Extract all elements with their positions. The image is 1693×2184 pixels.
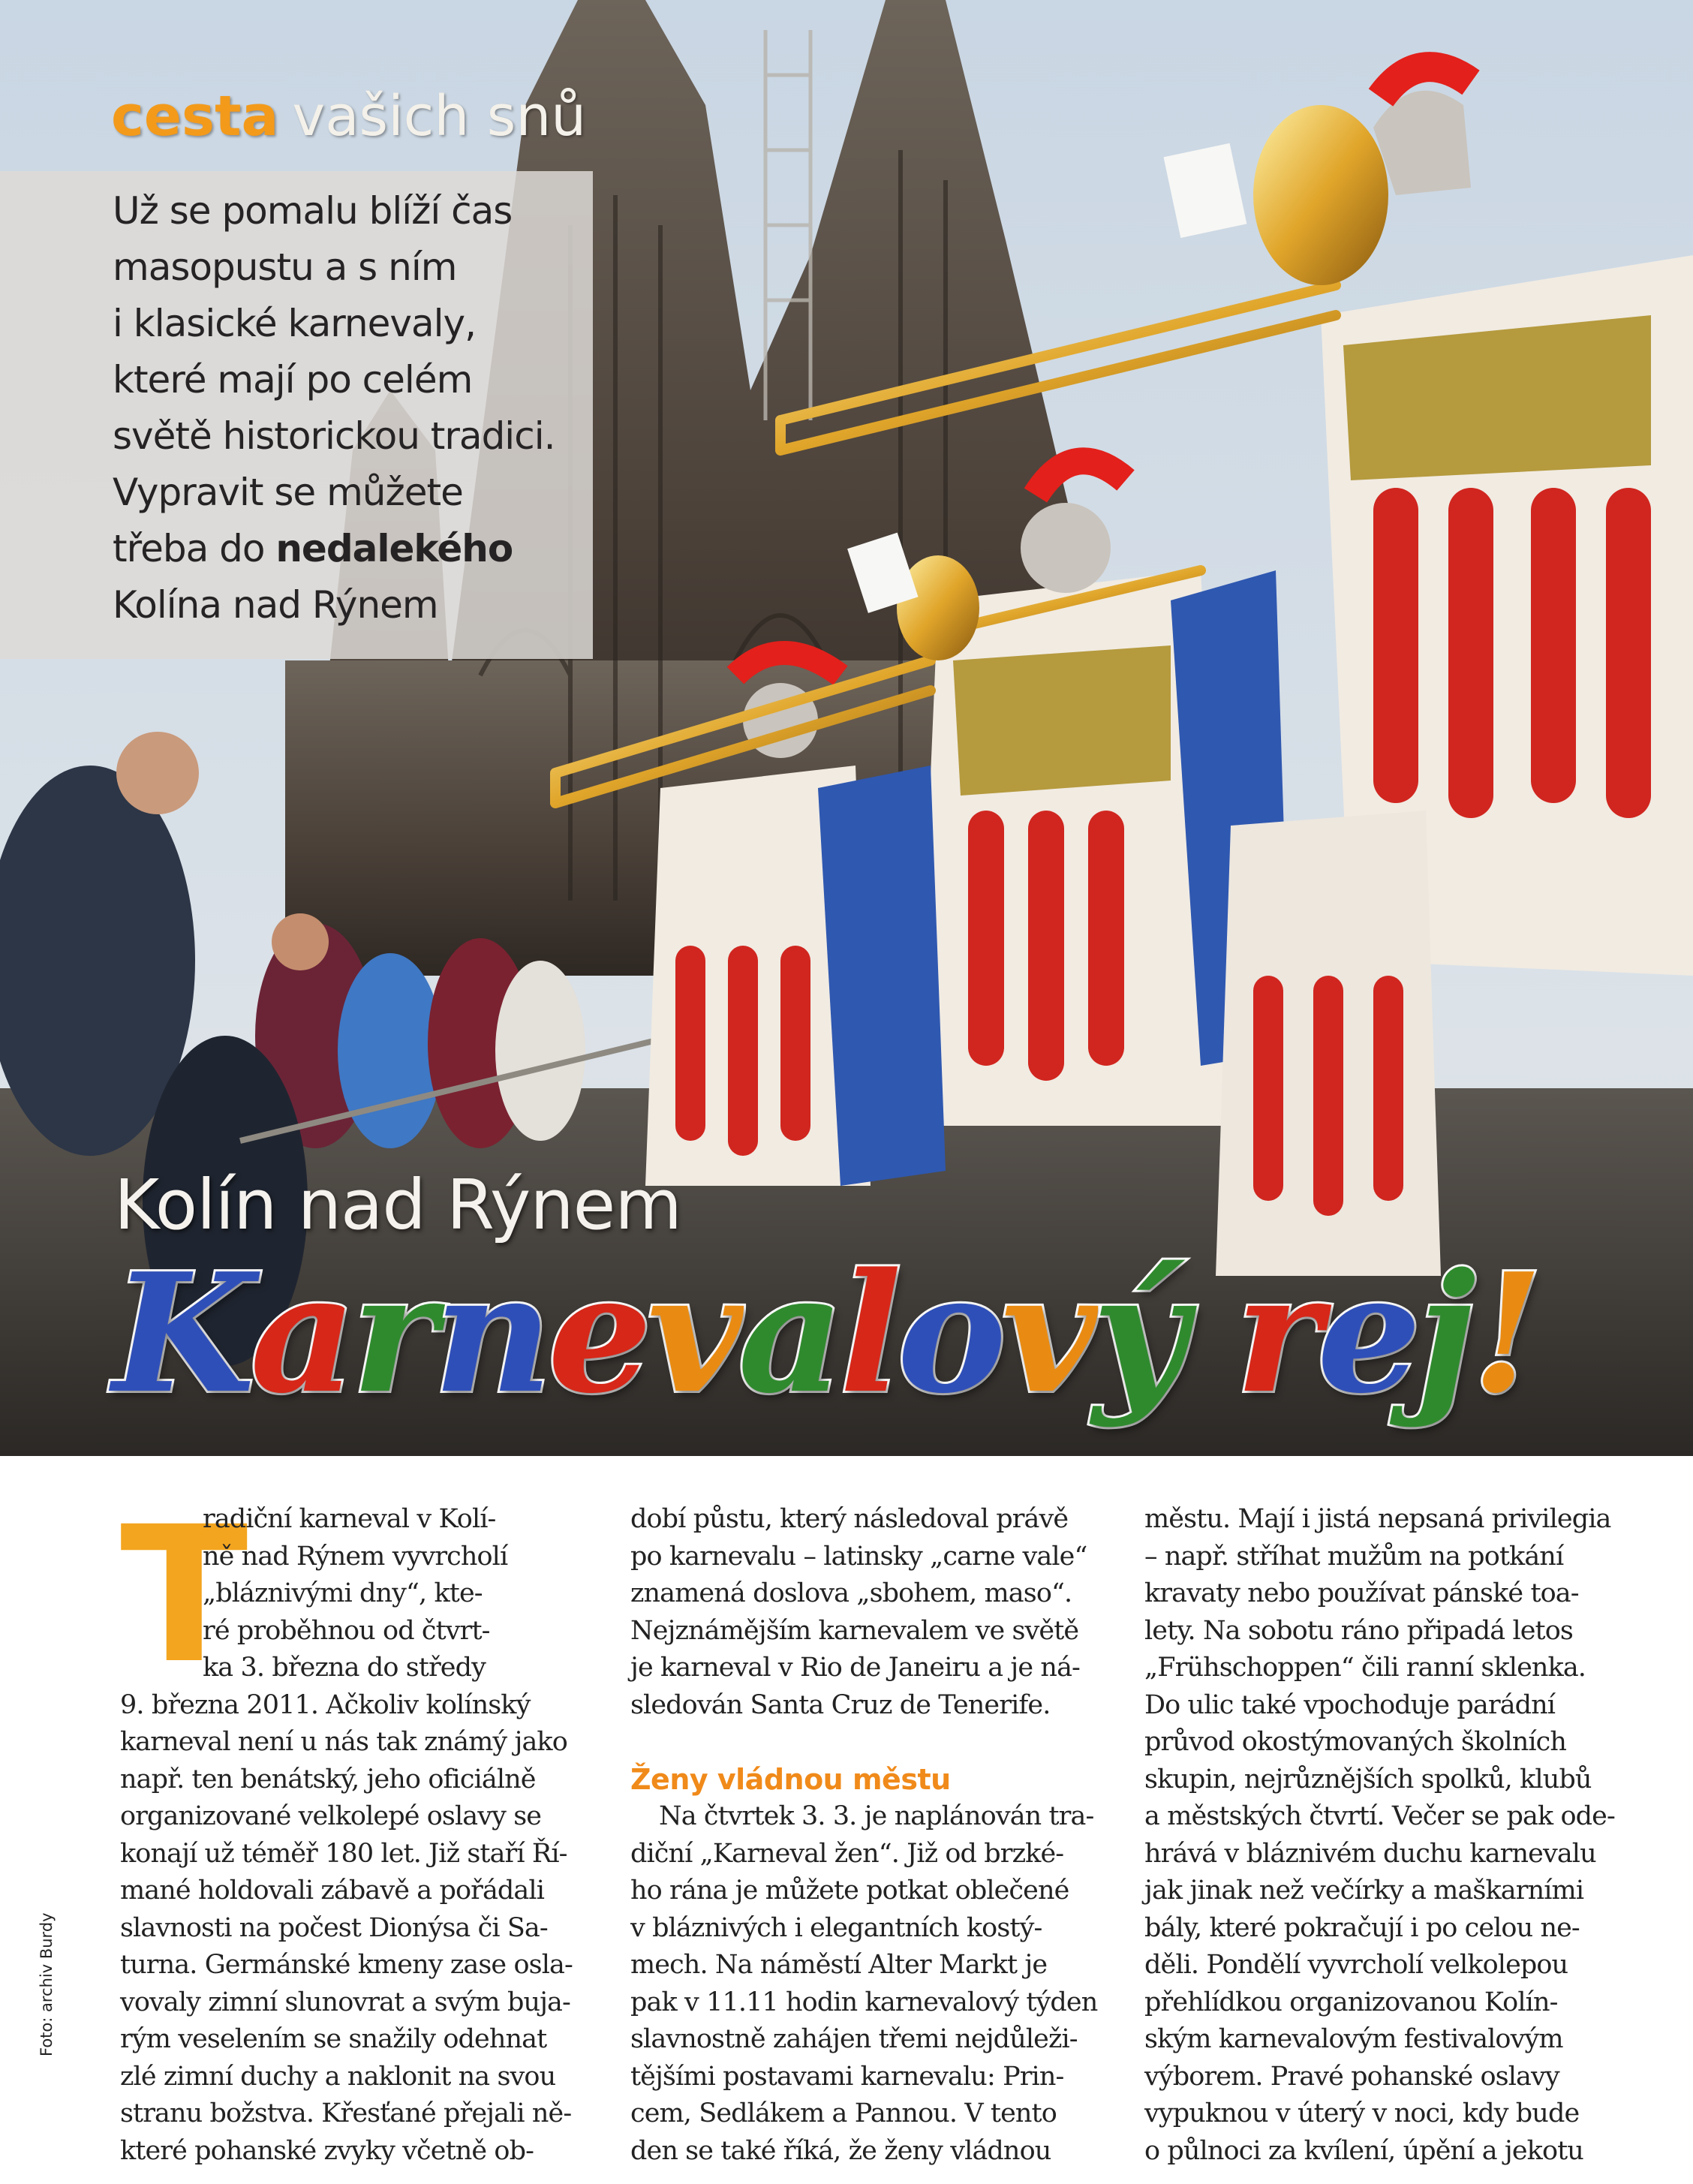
body-line: ka 3. března do středy [203, 1653, 486, 1683]
body-line: přehlídkou organizovanou Kolín- [1144, 1987, 1558, 2017]
body-line: je karneval v Rio de Janeiru a je ná- [630, 1653, 1080, 1683]
lede-bold: nedalekého [275, 527, 513, 570]
body-line: rým veselením se snažily odehnat [120, 2024, 547, 2054]
headline-letter: K [113, 1238, 251, 1430]
lede-line: které mají po celém [113, 358, 473, 402]
kicker-highlight: cesta [111, 84, 279, 149]
lede-text [113, 183, 593, 633]
section-subheading: Ženy vládnou městu [630, 1762, 951, 1796]
body-line: výborem. Pravé pohanské oslavy [1144, 2061, 1559, 2092]
body-line: a městských čtvrtí. Večer se pak ode- [1144, 1801, 1615, 1831]
body-line: např. ten benátský, jeho oficiálně [120, 1764, 536, 1794]
body-line: bály, které pokračují i po celou ne- [1144, 1912, 1580, 1943]
article-subtitle: Kolín nad Rýnem [114, 1165, 681, 1245]
body-line: Na čtvrtek 3. 3. je naplánován tra- [659, 1801, 1094, 1831]
drop-cap: T [120, 1486, 248, 1704]
body-line: ně nad Rýnem vyvrcholí [203, 1541, 508, 1572]
headline-letter: j [1416, 1238, 1472, 1430]
photo-credit: Foto: archiv Burdy [38, 1912, 56, 2056]
body-line: městu. Mají i jistá nepsaná privilegia [1144, 1504, 1611, 1534]
body-line: Nejznámějším karnevalem ve světě [630, 1615, 1079, 1646]
body-line: děli. Pondělí vyvrcholí velkolepou [1144, 1950, 1568, 1980]
headline-letter: ý [1092, 1238, 1183, 1430]
body-line: „bláznivými dny“, kte- [203, 1578, 483, 1608]
headline-letter: a [250, 1238, 352, 1430]
headline-letter: v [1001, 1238, 1093, 1430]
body-line: vypuknou v úterý v noci, kdy bude [1144, 2098, 1580, 2128]
body-line: tějšími postavami karnevalu: Prin- [630, 2061, 1064, 2092]
body-line: slavnosti na počest Dionýsa či Sa- [120, 1912, 548, 1943]
article-column-1 [120, 1486, 605, 2170]
body-line: zlé zimní duchy a naklonit na svou [120, 2061, 556, 2092]
kicker-rest: vašich snů [292, 84, 587, 149]
lede-line: Vypravit se můžete [113, 471, 463, 514]
headline-letter: v [647, 1238, 738, 1430]
body-line: ským karnevalovým festivalovým [1144, 2024, 1563, 2054]
body-line: „Frühschoppen“ čili ranní sklenka. [1144, 1653, 1586, 1683]
body-line: o půlnoci za kvílení, úpění a jekotu [1144, 2135, 1583, 2166]
body-line: znamená doslova „sbohem, maso“. [630, 1578, 1072, 1608]
lede-line: i klasické karnevaly, [113, 302, 476, 345]
body-line: průvod okostýmovaných školních [1144, 1727, 1567, 1757]
body-line: v bláznivých i elegantních kostý- [630, 1912, 1042, 1943]
body-line: turna. Germánské kmeny zase osla- [120, 1950, 573, 1980]
lede-line [113, 521, 593, 577]
headline-letter: o [897, 1238, 1002, 1430]
body-line: ré proběhnou od čtvrt- [203, 1615, 490, 1646]
headline-letter: e [548, 1238, 648, 1430]
body-line: po karnevalu – latinsky „carne vale“ [630, 1541, 1087, 1572]
lede-line-start: třeba do [113, 527, 276, 570]
body-line: sledován Santa Cruz de Tenerife. [630, 1689, 1051, 1720]
body-line: slavnostně zahájen třemi nejdůleži- [630, 2024, 1078, 2054]
body-line: skupin, nejrůznějších spolků, klubů [1144, 1764, 1592, 1794]
body-line: které pohanské zvyky včetně ob- [120, 2135, 534, 2166]
headline-letter: e [1317, 1238, 1417, 1430]
body-line: kravaty nebo používat pánské toa- [1144, 1578, 1579, 1608]
body-line: stranu božstva. Křesťané přejali ně- [120, 2098, 572, 2128]
article-column-2 [630, 1501, 1111, 2170]
body-line: vovaly zimní slunovrat a svým buja- [120, 1987, 570, 2017]
article-headline [113, 1238, 1688, 1430]
headline-letter: l [839, 1238, 898, 1430]
body-line: diční „Karneval žen“. Již od brzké- [630, 1838, 1064, 1869]
headline-letter: r [1235, 1238, 1318, 1430]
body-line: pak v 11.11 hodin karnevalový týden [630, 1987, 1098, 2017]
body-line: radiční karneval v Kolí- [203, 1504, 496, 1534]
body-line: dobí půstu, který následoval právě [630, 1504, 1069, 1534]
body-line: cem, Sedlákem a Pannou. V tento [630, 2098, 1057, 2128]
body-line: mané holdovali zábavě a pořádali [120, 1876, 544, 1906]
section-kicker [111, 84, 587, 149]
body-line: ho rána je můžete potkat oblečené [630, 1876, 1069, 1906]
headline-letter: a [738, 1238, 840, 1430]
headline-letter [1183, 1238, 1235, 1430]
lede-line: masopustu a s ním [113, 245, 457, 289]
body-line: 9. března 2011. Ačkoliv kolínský [120, 1689, 531, 1720]
body-line: lety. Na sobotu ráno připadá letos [1144, 1615, 1573, 1646]
article-column-3 [1144, 1501, 1632, 2170]
lede-line: Kolína nad Rýnem [113, 583, 438, 627]
body-line: hrává v bláznivém duchu karnevalu [1144, 1838, 1596, 1869]
body-line: Do ulic také vpochoduje parádní [1144, 1689, 1556, 1720]
lede-line: Už se pomalu blíží čas [113, 189, 513, 233]
headline-letter: ! [1471, 1238, 1539, 1430]
body-line: organizované velkolepé oslavy se [120, 1801, 542, 1831]
headline-letter: n [433, 1238, 549, 1430]
body-line: konají už téměř 180 let. Již staří Ří- [120, 1838, 567, 1869]
body-line: mech. Na náměstí Alter Markt je [630, 1950, 1048, 1980]
body-line: jak jinak než večírky a maškarními [1144, 1876, 1584, 1906]
lede-line: světě historickou tradici. [113, 414, 555, 458]
body-line: – např. stříhat mužům na potkání [1144, 1541, 1564, 1572]
body-line: den se také říká, že ženy vládnou [630, 2135, 1051, 2166]
body-line: karneval není u nás tak známý jako [120, 1727, 567, 1757]
spacer [630, 1724, 1111, 1761]
headline-letter: r [351, 1238, 434, 1430]
